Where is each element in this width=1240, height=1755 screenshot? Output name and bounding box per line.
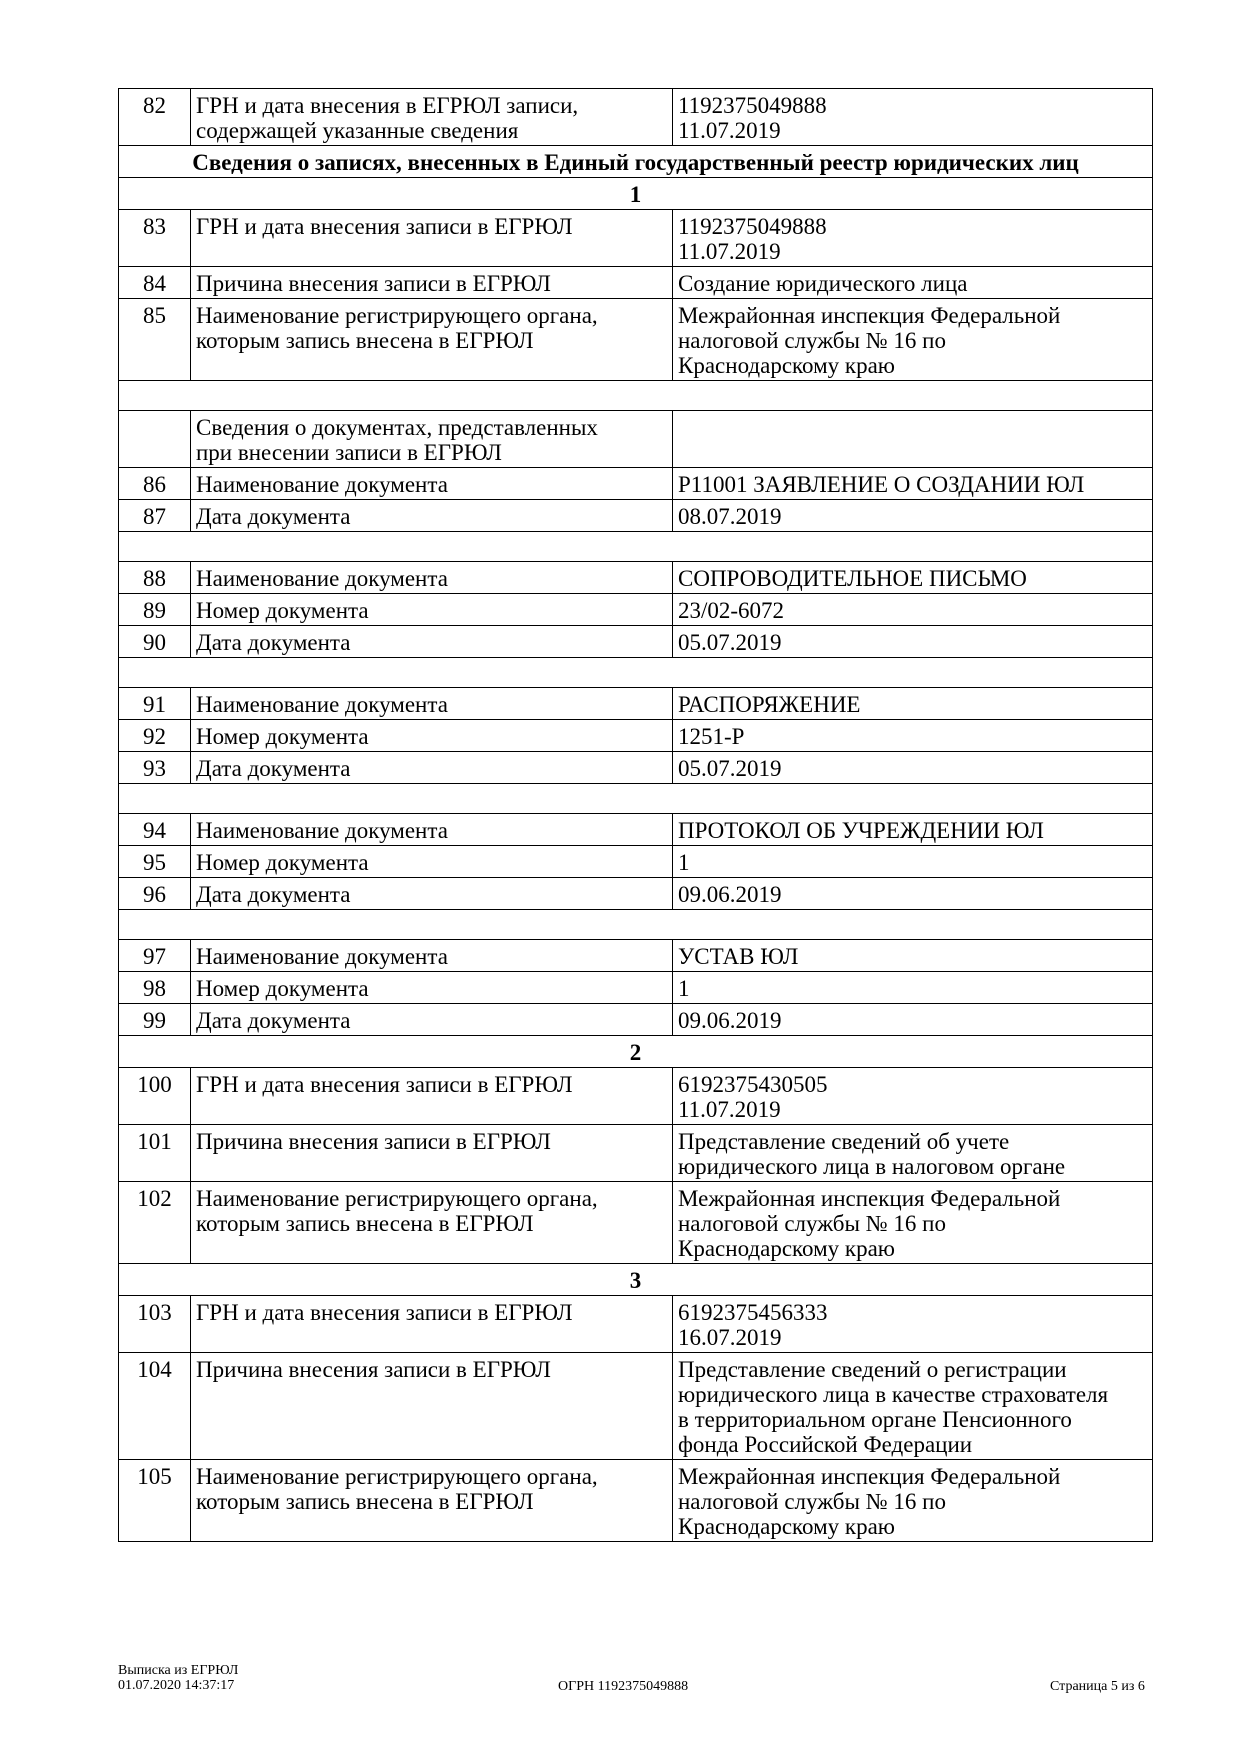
table-row — [119, 626, 1153, 658]
table-row — [119, 752, 1153, 784]
row-value: Представление сведений о регистрации юридического лица в качестве страхователя в территориальном органе Пенсионного фонда Российской Федерации — [673, 1353, 1153, 1460]
row-number: 86 — [119, 468, 191, 500]
egrul-extract-table — [118, 88, 1153, 1542]
row-label: Номер документа — [191, 720, 673, 752]
row-label: ГРН и дата внесения записи в ЕГРЮЛ — [191, 1068, 673, 1125]
row-number: 96 — [119, 878, 191, 910]
table-row — [119, 1296, 1153, 1353]
row-label: Наименование регистрирующего органа, которым запись внесена в ЕГРЮЛ — [191, 1460, 673, 1542]
spacer-cell — [119, 381, 1153, 411]
row-value: Создание юридического лица — [673, 267, 1153, 299]
footer-page-number: Страница 5 из 6 — [1050, 1679, 1145, 1694]
table-row — [119, 89, 1153, 146]
row-label: Причина внесения записи в ЕГРЮЛ — [191, 267, 673, 299]
row-number: 82 — [119, 89, 191, 146]
section-heading: Сведения о записях, внесенных в Единый государственный реестр юридических лиц — [119, 146, 1153, 178]
row-label: Наименование регистрирующего органа, которым запись внесена в ЕГРЮЛ — [191, 299, 673, 381]
row-number: 105 — [119, 1460, 191, 1542]
row-value: 08.07.2019 — [673, 500, 1153, 532]
section-heading: 1 — [119, 178, 1153, 210]
table-row — [119, 972, 1153, 1004]
row-label: Наименование документа — [191, 940, 673, 972]
table-row — [119, 1004, 1153, 1036]
row-number: 85 — [119, 299, 191, 381]
row-value: УСТАВ ЮЛ — [673, 940, 1153, 972]
section-heading: 2 — [119, 1036, 1153, 1068]
spacer-cell — [119, 784, 1153, 814]
row-value: 1 — [673, 972, 1153, 1004]
table-row — [119, 500, 1153, 532]
row-value: 1192375049888 11.07.2019 — [673, 210, 1153, 267]
row-label: Дата документа — [191, 500, 673, 532]
row-value: Межрайонная инспекция Федеральной налоговой службы № 16 по Краснодарскому краю — [673, 299, 1153, 381]
section-heading-row — [119, 1264, 1153, 1296]
row-label: Сведения о документах, представленных при внесении записи в ЕГРЮЛ — [191, 411, 673, 468]
table-body — [119, 89, 1153, 1542]
row-label: Наименование регистрирующего органа, которым запись внесена в ЕГРЮЛ — [191, 1182, 673, 1264]
row-number: 90 — [119, 626, 191, 658]
row-value: РАСПОРЯЖЕНИЕ — [673, 688, 1153, 720]
row-value: ПРОТОКОЛ ОБ УЧРЕЖДЕНИИ ЮЛ — [673, 814, 1153, 846]
table-row — [119, 1460, 1153, 1542]
table-row — [119, 299, 1153, 381]
row-value: 09.06.2019 — [673, 1004, 1153, 1036]
row-label: Наименование документа — [191, 814, 673, 846]
row-label: Наименование документа — [191, 688, 673, 720]
spacer-cell — [119, 532, 1153, 562]
row-number: 83 — [119, 210, 191, 267]
row-value: Представление сведений об учете юридического лица в налоговом органе — [673, 1125, 1153, 1182]
row-number: 99 — [119, 1004, 191, 1036]
row-value: 09.06.2019 — [673, 878, 1153, 910]
row-number: 101 — [119, 1125, 191, 1182]
row-number: 89 — [119, 594, 191, 626]
row-number: 95 — [119, 846, 191, 878]
row-value: Р11001 ЗАЯВЛЕНИЕ О СОЗДАНИИ ЮЛ — [673, 468, 1153, 500]
section-heading: 3 — [119, 1264, 1153, 1296]
row-value: СОПРОВОДИТЕЛЬНОЕ ПИСЬМО — [673, 562, 1153, 594]
row-number: 97 — [119, 940, 191, 972]
row-number: 104 — [119, 1353, 191, 1460]
row-label: Дата документа — [191, 752, 673, 784]
row-number: 91 — [119, 688, 191, 720]
spacer-cell — [119, 910, 1153, 940]
section-heading-row — [119, 1036, 1153, 1068]
row-number: 93 — [119, 752, 191, 784]
section-heading-row — [119, 146, 1153, 178]
table-row — [119, 411, 1153, 468]
row-label: Наименование документа — [191, 468, 673, 500]
row-value: 6192375430505 11.07.2019 — [673, 1068, 1153, 1125]
spacer-row — [119, 532, 1153, 562]
row-label: Причина внесения записи в ЕГРЮЛ — [191, 1353, 673, 1460]
spacer-row — [119, 658, 1153, 688]
row-number: 88 — [119, 562, 191, 594]
footer-left — [118, 1663, 238, 1693]
row-value: 23/02-6072 — [673, 594, 1153, 626]
table-row — [119, 878, 1153, 910]
row-label: ГРН и дата внесения записи в ЕГРЮЛ — [191, 1296, 673, 1353]
table-row — [119, 267, 1153, 299]
row-number: 100 — [119, 1068, 191, 1125]
row-label: Наименование документа — [191, 562, 673, 594]
row-number: 94 — [119, 814, 191, 846]
row-number: 103 — [119, 1296, 191, 1353]
row-value: 05.07.2019 — [673, 626, 1153, 658]
row-number: 87 — [119, 500, 191, 532]
spacer-cell — [119, 658, 1153, 688]
section-heading-row — [119, 178, 1153, 210]
row-label: ГРН и дата внесения записи в ЕГРЮЛ — [191, 210, 673, 267]
row-value: Межрайонная инспекция Федеральной налоговой службы № 16 по Краснодарскому краю — [673, 1460, 1153, 1542]
table-row — [119, 1182, 1153, 1264]
table-row — [119, 688, 1153, 720]
table-row — [119, 814, 1153, 846]
row-label: ГРН и дата внесения в ЕГРЮЛ записи, содержащей указанные сведения — [191, 89, 673, 146]
row-value: 05.07.2019 — [673, 752, 1153, 784]
row-value: 1251-Р — [673, 720, 1153, 752]
table-row — [119, 468, 1153, 500]
table-row — [119, 1353, 1153, 1460]
spacer-row — [119, 381, 1153, 411]
row-value: 1 — [673, 846, 1153, 878]
spacer-row — [119, 784, 1153, 814]
row-label: Номер документа — [191, 972, 673, 1004]
table-row — [119, 1125, 1153, 1182]
table-row — [119, 720, 1153, 752]
row-label: Номер документа — [191, 594, 673, 626]
table-row — [119, 562, 1153, 594]
table-row — [119, 1068, 1153, 1125]
row-value — [673, 411, 1153, 468]
row-label: Номер документа — [191, 846, 673, 878]
row-value: Межрайонная инспекция Федеральной налоговой службы № 16 по Краснодарскому краю — [673, 1182, 1153, 1264]
row-number — [119, 411, 191, 468]
row-label: Причина внесения записи в ЕГРЮЛ — [191, 1125, 673, 1182]
row-number: 102 — [119, 1182, 191, 1264]
footer-doc-title: Выписка из ЕГРЮЛ — [118, 1663, 239, 1678]
table-row — [119, 210, 1153, 267]
table-row — [119, 940, 1153, 972]
row-label: Дата документа — [191, 878, 673, 910]
row-label: Дата документа — [191, 1004, 673, 1036]
table-row — [119, 846, 1153, 878]
spacer-row — [119, 910, 1153, 940]
row-label: Дата документа — [191, 626, 673, 658]
footer-timestamp: 01.07.2020 14:37:17 — [118, 1678, 235, 1693]
row-number: 98 — [119, 972, 191, 1004]
row-value: 1192375049888 11.07.2019 — [673, 89, 1153, 146]
row-value: 6192375456333 16.07.2019 — [673, 1296, 1153, 1353]
footer-ogrn: ОГРН 1192375049888 — [558, 1679, 689, 1694]
row-number: 92 — [119, 720, 191, 752]
row-number: 84 — [119, 267, 191, 299]
table-row — [119, 594, 1153, 626]
